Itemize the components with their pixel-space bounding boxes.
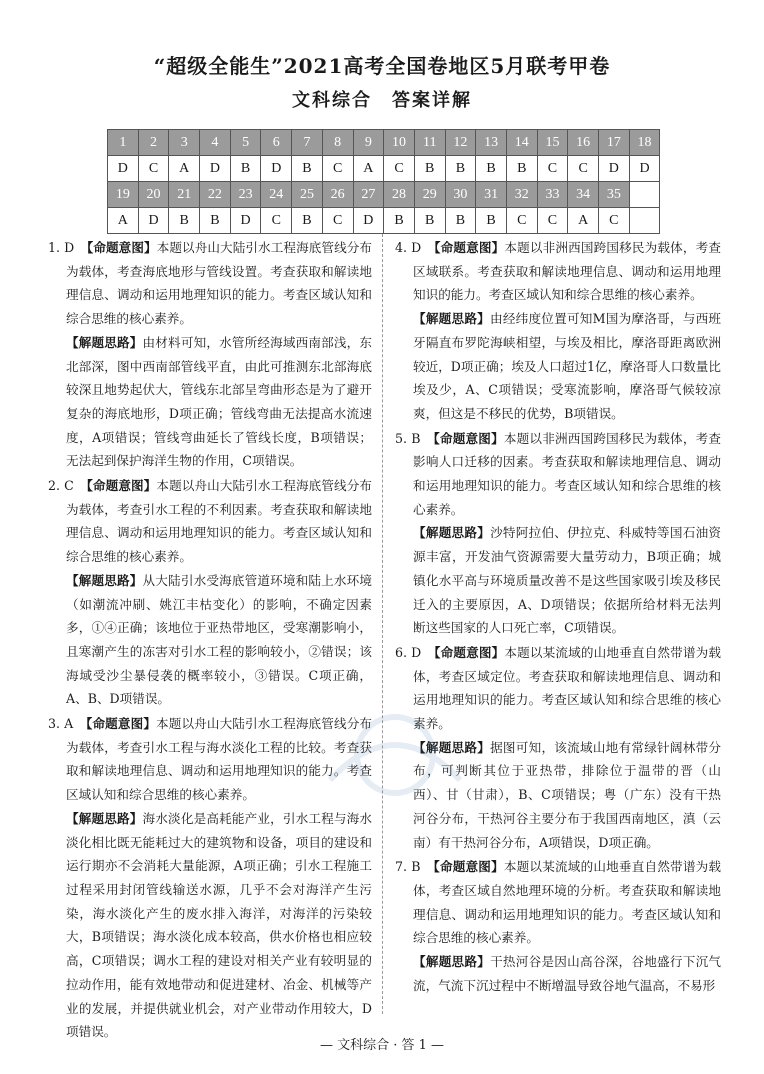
answer-cell: 1 bbox=[108, 130, 139, 156]
solution-tag: 【解题思路】 bbox=[413, 739, 491, 755]
answer-cell: 29 bbox=[414, 182, 445, 208]
intent-tag: 【命题意图】 bbox=[433, 859, 504, 875]
exam-title: “超级全能生”2021高考全国卷地区5月联考甲卷 bbox=[153, 54, 611, 78]
answer-cell: 18 bbox=[629, 130, 660, 156]
answer-cell: B bbox=[445, 208, 476, 234]
question-explanation bbox=[395, 236, 721, 426]
answer-cell: 26 bbox=[322, 182, 353, 208]
answer-cell: C bbox=[537, 156, 568, 182]
answer-cell: 9 bbox=[353, 130, 384, 156]
answer-cell: D bbox=[353, 208, 384, 234]
answer-cell: 30 bbox=[445, 182, 476, 208]
answer-cell: B bbox=[169, 208, 200, 234]
answer-cell: D bbox=[629, 156, 660, 182]
solution-tag: 【解题思路】 bbox=[66, 810, 143, 826]
question-number-answer: 3. A bbox=[48, 716, 87, 732]
answer-cell: 31 bbox=[476, 182, 507, 208]
solution-text: 干热河谷是因山高谷深，谷地盛行下沉气流，气流下沉过程中不断增温导致谷地气温高，不易形 bbox=[413, 954, 721, 993]
page-footer: — 文科综合 · 答 1 — bbox=[319, 1038, 445, 1053]
answer-cell: 3 bbox=[169, 130, 200, 156]
answer-cell: B bbox=[384, 208, 415, 234]
answer-cell: C bbox=[599, 208, 630, 234]
question-number-answer: 6. D bbox=[395, 644, 435, 660]
answer-cell: 35 bbox=[599, 182, 630, 208]
left-column bbox=[48, 236, 372, 1045]
intent-text: 本题以某流域的山地垂直自然带谱为载体，考查区域自然地理环境的分析。考查获取和解读地理信息、调动和运用地理知识的能力。考查区域认知和综合思维的核心素养。 bbox=[413, 859, 722, 946]
answer-cell: B bbox=[445, 156, 476, 182]
answer-cell: 17 bbox=[599, 130, 630, 156]
answer-cell: 24 bbox=[261, 182, 292, 208]
answer-cell: B bbox=[414, 156, 445, 182]
solution-text: 沙特阿拉伯、伊拉克、科威特等国石油资源丰富，开发油气资源需要大量劳动力，B项正确；城镇化水平高与环境质量改善不是这些国家吸引埃及移民迁入的主要原因，A、D项错误；依据所给材料无法判断这些国家的人口死亡率，C项错误。 bbox=[413, 525, 721, 636]
intent-tag: 【命题意图】 bbox=[86, 240, 157, 255]
intent-tag: 【命题意图】 bbox=[433, 430, 504, 446]
answer-cell: B bbox=[506, 156, 537, 182]
solution-tag: 【解题思路】 bbox=[66, 572, 143, 588]
answer-cell: D bbox=[230, 208, 261, 234]
solution-tag: 【解题思路】 bbox=[413, 311, 490, 327]
answer-cell: A bbox=[108, 208, 139, 234]
answer-cell: B bbox=[292, 156, 323, 182]
answer-cell: 6 bbox=[261, 130, 292, 156]
answer-cell: B bbox=[292, 208, 323, 234]
intent-text: 本题以非洲西国跨国移民为载体，考查区域联系。考查获取和解读地理信息、调动和运用地理知识的能力。考查区域认知和综合思维的核心素养。 bbox=[413, 240, 722, 303]
answer-cell: 33 bbox=[537, 182, 568, 208]
question-explanation bbox=[48, 712, 372, 1044]
answer-cell: B bbox=[414, 208, 445, 234]
question-number-answer: 2. C bbox=[48, 478, 87, 494]
intent-text: 本题以舟山大陆引水工程海底管线分布为载体，考查海底地形与管线设置。考查获取和解读地理信息、调动和运用地理知识的能力。考查区域认知和综合思维的核心素养。 bbox=[66, 240, 373, 327]
question-explanation bbox=[48, 474, 372, 711]
answer-cell: B bbox=[200, 208, 231, 234]
answer-cell: D bbox=[108, 156, 139, 182]
answer-cell: D bbox=[599, 156, 630, 182]
answer-cell: D bbox=[261, 156, 292, 182]
answer-cell: 11 bbox=[414, 130, 445, 156]
answer-cell: 22 bbox=[200, 182, 231, 208]
answer-cell bbox=[629, 208, 660, 234]
answer-cell: C bbox=[261, 208, 292, 234]
right-column bbox=[395, 236, 721, 999]
answer-cell: 14 bbox=[506, 130, 537, 156]
answer-cell: 5 bbox=[230, 130, 261, 156]
answer-cell: 15 bbox=[537, 130, 568, 156]
intent-tag: 【命题意图】 bbox=[86, 478, 157, 494]
answer-cell: C bbox=[537, 208, 568, 234]
column-divider bbox=[382, 234, 383, 1014]
answer-cell: B bbox=[476, 208, 507, 234]
solution-text: 海水淡化是高耗能产业，引水工程与海水淡化相比既无能耗过大的建筑物和设备，项目的建设和运行期亦不会消耗大量能源，A项正确；引水工程施工过程采用封闭管线输送水源，几乎不会对海洋产生污染，海水淡化产生的废水排入海洋，对海洋的污染较大，B项错误；海水淡化成本较高，供水价格也相应较高，C项错误；调水工程的建设对相关产业有较明显的拉动作用，能有效地带动和促进建材、冶金、机械等产业的发展，并提供就业机会，对产业带动作用较大，D项错误。 bbox=[66, 810, 373, 1040]
question-number-answer: 5. B bbox=[395, 430, 434, 446]
answer-cell: C bbox=[322, 208, 353, 234]
answer-cell: 32 bbox=[506, 182, 537, 208]
solution-tag: 【解题思路】 bbox=[413, 954, 491, 970]
solution-text: 由经纬度位置可知M国为摩洛哥，与西班牙隔直布罗陀海峡相望，与埃及相比，摩洛哥距离欧洲较近，D项正确；埃及人口超过1亿，摩洛哥人口数量比埃及少，A、C项错误；受寒流影响，摩洛哥气候较凉爽，但这是不移民的优势，B项错误。 bbox=[413, 311, 721, 421]
question-number-answer: 7. B bbox=[395, 859, 434, 875]
answer-cell: C bbox=[506, 208, 537, 234]
answer-cell: A bbox=[353, 156, 384, 182]
answer-cell: 20 bbox=[138, 182, 169, 208]
answer-cell: 12 bbox=[445, 130, 476, 156]
answer-cell: B bbox=[230, 156, 261, 182]
intent-tag: 【命题意图】 bbox=[434, 240, 505, 255]
answer-cell: A bbox=[169, 156, 200, 182]
answer-cell: 25 bbox=[292, 182, 323, 208]
answer-cell: 23 bbox=[230, 182, 261, 208]
intent-text: 本题以某流域的山地垂直自然带谱为载体，考查区域定位。考查获取和解读地理信息、调动和运用地理知识的能力。考查区域认知和综合思维的核心素养。 bbox=[413, 644, 722, 732]
exam-subtitle: 文科综合 答案详解 bbox=[292, 90, 472, 111]
answer-cell: 4 bbox=[200, 130, 231, 156]
solution-text: 从大陆引水受海底管道环境和陆上水环境（如潮流冲刷、姚江丰枯变化）的影响，不确定因素多，①④正确；该地位于亚热带地区，受寒潮影响小，且寒潮产生的冻害对引水工程的影响较小，②错误；该海域受沙尘暴侵袭的概率较小，③错误。C项正确，A、B、D项错误。 bbox=[66, 572, 373, 707]
answer-cell: B bbox=[476, 156, 507, 182]
answer-cell: 21 bbox=[169, 182, 200, 208]
answer-cell: C bbox=[384, 156, 415, 182]
answer-cell: D bbox=[200, 156, 231, 182]
question-explanation bbox=[395, 641, 721, 854]
answer-cell: 28 bbox=[384, 182, 415, 208]
answer-cell: 16 bbox=[568, 130, 599, 156]
answer-cell: 34 bbox=[568, 182, 599, 208]
question-explanation bbox=[395, 427, 721, 640]
answer-cell: 27 bbox=[353, 182, 384, 208]
intent-text: 本题以舟山大陆引水工程海底管线分布为载体，考查引水工程的不利因素。考查获取和解读地理信息、调动和运用地理知识的能力。考查区域认知和综合思维的核心素养。 bbox=[66, 478, 373, 565]
answer-cell: C bbox=[322, 156, 353, 182]
intent-text: 本题以非洲西国跨国移民为载体，考查影响人口迁移的因素。考查获取和解读地理信息、调动和运用地理知识的能力。考查区域认知和综合思维的核心素养。 bbox=[413, 430, 722, 517]
answer-cell: 7 bbox=[292, 130, 323, 156]
answer-cell bbox=[629, 182, 660, 208]
solution-tag: 【解题思路】 bbox=[413, 525, 491, 541]
answer-cell: C bbox=[568, 156, 599, 182]
answer-cell: 19 bbox=[108, 182, 139, 208]
answer-cell: 2 bbox=[138, 130, 169, 156]
solution-tag: 【解题思路】 bbox=[66, 334, 143, 350]
question-number-answer: 4. D bbox=[395, 240, 435, 255]
question-explanation bbox=[395, 855, 721, 997]
solution-text: 由材料可知，水管所经海域西南部浅，东北部深，图中西南部管线平直，由此可推测东北部海底较深且地势起伏大，管线东北部呈弯曲形态是为了避开复杂的海底地形，D项正确；管线弯曲无法提高水流速度，A项错误；管线弯曲延长了管线长度，B项错误；无法起到保护海洋生物的作用，C项错误。 bbox=[66, 334, 373, 469]
answer-key-table bbox=[107, 129, 660, 234]
intent-tag: 【命题意图】 bbox=[434, 644, 505, 660]
answer-cell: 10 bbox=[384, 130, 415, 156]
intent-tag: 【命题意图】 bbox=[86, 716, 157, 732]
question-explanation bbox=[48, 236, 372, 473]
question-number-answer: 1. D bbox=[48, 240, 87, 255]
answer-cell: C bbox=[138, 156, 169, 182]
solution-text: 据图可知，该流域山地有常绿针阔林带分布，可判断其位于亚热带，排除位于温带的晋（山西）、甘（甘肃），B、C项错误；粤（广东）没有干热河谷分布，干热河谷主要分布于我国西南地区，滇（云南）有干热河谷分布，A项错误，D项正确。 bbox=[413, 739, 721, 850]
answer-cell: 13 bbox=[476, 130, 507, 156]
intent-text: 本题以舟山大陆引水工程海底管线分布为载体，考查引水工程与海水淡化工程的比较。考查获取和解读地理信息、调动和运用地理知识的能力。考查区域认知和综合思维的核心素养。 bbox=[66, 716, 372, 803]
answer-cell: D bbox=[138, 208, 169, 234]
answer-cell: A bbox=[568, 208, 599, 234]
answer-cell: 8 bbox=[322, 130, 353, 156]
